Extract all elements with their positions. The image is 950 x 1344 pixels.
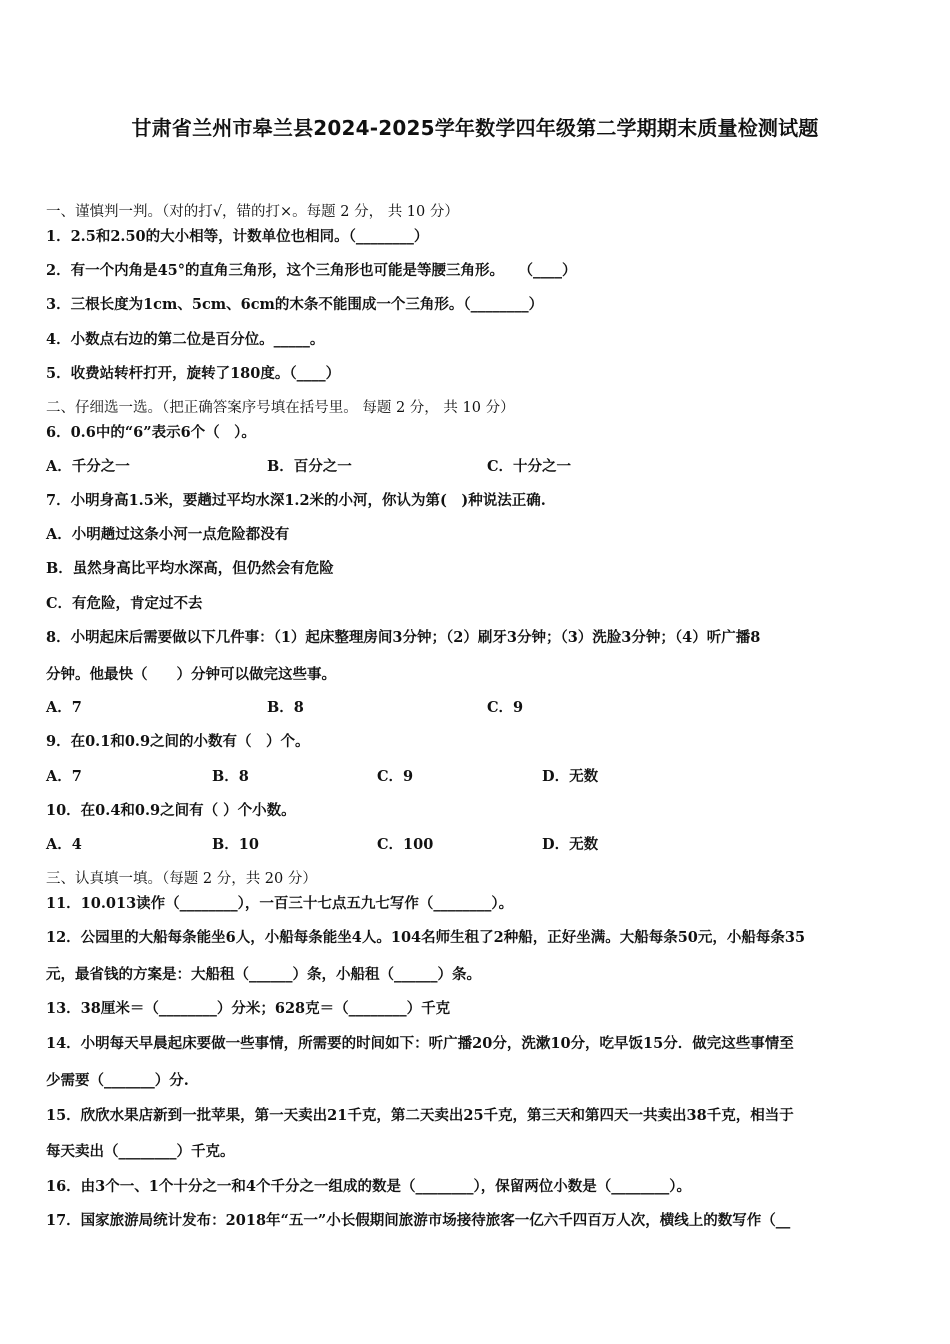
question-3: 3．三根长度为1cm、5cm、6cm的木条不能围成一个三角形。（________） bbox=[46, 296, 544, 313]
question-12-line-1: 12．公园里的大船每条能坐6人，小船每条能坐4人。104名师生租了2种船，正好坐满。大船每条50元，小船每条35 bbox=[46, 929, 806, 946]
question-5: 5．收费站转杆打开，旋转了180度。（____） bbox=[46, 365, 341, 382]
section-1-heading: 一、谨慎判一判。（对的打√，错的打×。每题 2 分， 共 10 分） bbox=[46, 204, 459, 220]
q10-option-a: A．4 bbox=[46, 836, 82, 853]
q8-option-c: C．9 bbox=[487, 699, 524, 716]
question-8-line-2: 分钟。他最快（ ）分钟可以做完这些事。 bbox=[46, 666, 336, 683]
question-16: 16．由3个一、1个十分之一和4个千分之一组成的数是（________），保留两位小数是（________）。 bbox=[46, 1178, 691, 1195]
q9-option-a: A．7 bbox=[46, 768, 82, 785]
question-14-line-2: 少需要（_______）分. bbox=[46, 1072, 189, 1089]
question-4: 4．小数点右边的第二位是百分位。_____。 bbox=[46, 331, 325, 348]
q9-option-c: C．9 bbox=[377, 768, 414, 785]
question-2: 2．有一个内角是45°的直角三角形，这个三角形也可能是等腰三角形。 （____） bbox=[46, 262, 577, 279]
q10-option-c: C．100 bbox=[377, 836, 434, 853]
question-15-line-1: 15．欣欣水果店新到一批苹果，第一天卖出21千克，第二天卖出25千克，第三天和第四天一共卖出38千克，相当于 bbox=[46, 1107, 794, 1124]
q10-option-d: D．无数 bbox=[542, 836, 599, 853]
question-12-line-2: 元，最省钱的方案是：大船租（______）条，小船租（______）条。 bbox=[46, 966, 481, 983]
section-2-heading: 二、仔细选一选。（把正确答案序号填在括号里。 每题 2 分， 共 10 分） bbox=[46, 400, 515, 416]
question-7: 7．小明身高1.5米，要趟过平均水深1.2米的小河，你认为第( )种说法正确. bbox=[46, 492, 546, 509]
q9-option-b: B．8 bbox=[212, 768, 249, 785]
q7-option-c: C．有危险，肯定过不去 bbox=[46, 595, 203, 612]
question-6: 6．0.6中的“6”表示6个（ ）。 bbox=[46, 424, 256, 441]
q6-option-c: C．十分之一 bbox=[487, 458, 572, 475]
section-3-heading: 三、认真填一填。（每题 2 分，共 20 分） bbox=[46, 871, 317, 887]
page-title: 甘肃省兰州市皋兰县2024-2025学年数学四年级第二学期期末质量检测试题 bbox=[131, 116, 819, 140]
question-17: 17．国家旅游局统计发布：2018年“五一”小长假期间旅游市场接待旅客一亿六千四百万人次，横线上的数写作（__ bbox=[46, 1212, 791, 1229]
question-10: 10．在0.4和0.9之间有（ ）个小数。 bbox=[46, 802, 296, 819]
q6-option-a: A．千分之一 bbox=[46, 458, 130, 475]
question-11: 11．10.013读作（________），一百三十七点五九七写作（________）。 bbox=[46, 895, 514, 912]
question-15-line-2: 每天卖出（________）千克。 bbox=[46, 1143, 235, 1160]
q6-option-b: B．百分之一 bbox=[267, 458, 352, 475]
question-13: 13．38厘米＝（________）分米；628克＝（________）千克 bbox=[46, 1000, 451, 1017]
question-9: 9．在0.1和0.9之间的小数有（ ）个。 bbox=[46, 733, 310, 750]
q9-option-d: D．无数 bbox=[542, 768, 599, 785]
question-8-line-1: 8．小明起床后需要做以下几件事：（1）起床整理房间3分钟；（2）刷牙3分钟；（3）洗脸3分钟；（4）听广播8 bbox=[46, 629, 761, 646]
q7-option-b: B．虽然身高比平均水深高，但仍然会有危险 bbox=[46, 560, 334, 577]
q8-option-a: A．7 bbox=[46, 699, 82, 716]
q8-option-b: B．8 bbox=[267, 699, 304, 716]
q7-option-a: A．小明趟过这条小河一点危险都没有 bbox=[46, 526, 290, 543]
question-1: 1．2.5和2.50的大小相等，计数单位也相同。（________） bbox=[46, 228, 429, 245]
question-14-line-1: 14．小明每天早晨起床要做一些事情，所需要的时间如下：听广播20分，洗漱10分，吃早饭15分．做完这些事情至 bbox=[46, 1035, 794, 1052]
q10-option-b: B．10 bbox=[212, 836, 259, 853]
